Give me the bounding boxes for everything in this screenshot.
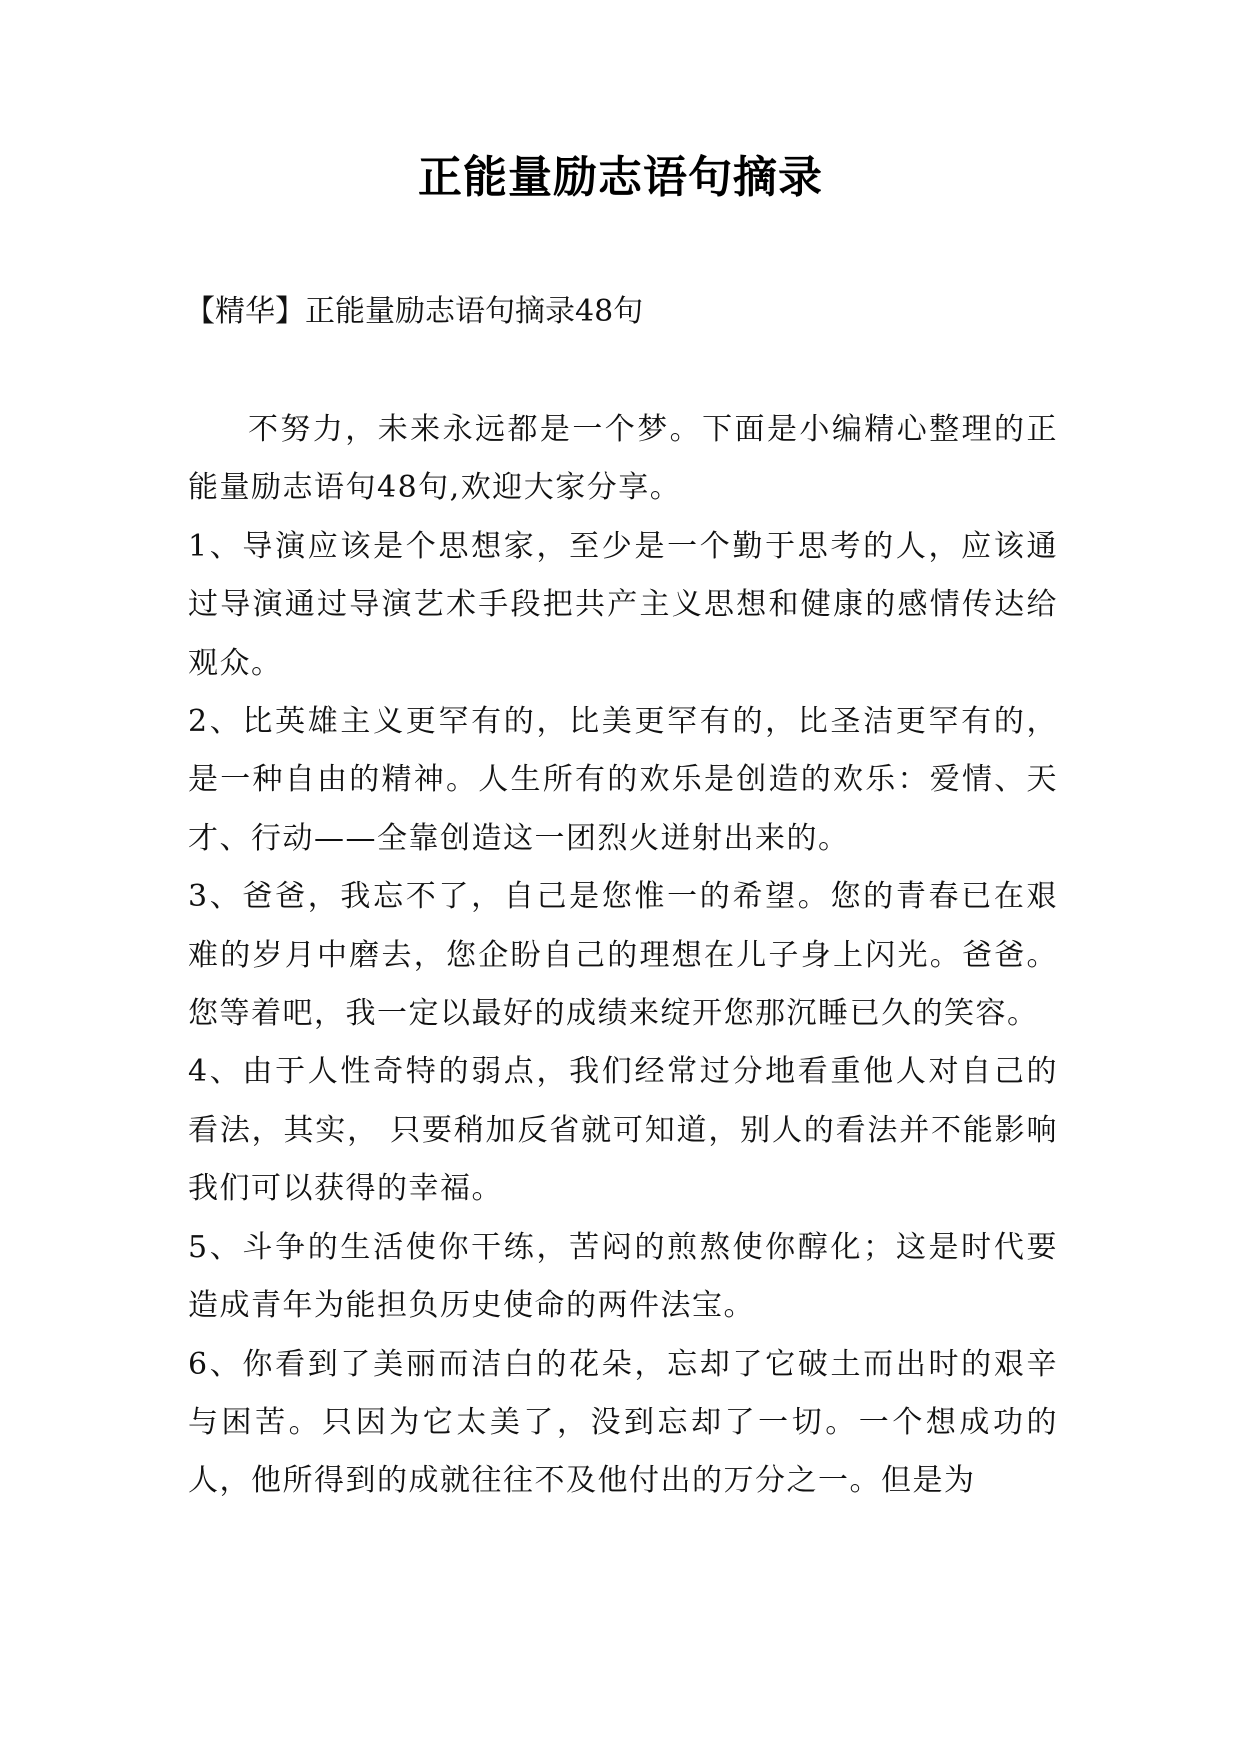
document-title: 正能量励志语句摘录 [418,152,823,203]
document-subtitle: 【精华】正能量励志语句摘录48句 [185,294,644,329]
quote-paragraph-2: 2、比英雄主义更罕有的，比美更罕有的，比圣洁更罕有的，是一种自由的精神。人生所有的欢乐是创造的欢乐：爱情、天才、行动——全靠创造这一团烈火迸射出来的。 [188,704,1058,856]
intro-paragraph: 不努力，未来永远都是一个梦。下面是小编精心整理的正能量励志语句48句,欢迎大家分享。 [188,412,1058,506]
quote-paragraph-5: 5、斗争的生活使你干练，苦闷的煎熬使你醇化；这是时代要造成青年为能担负历史使命的两件法宝。 [188,1229,1058,1324]
quote-paragraph-3: 3、爸爸，我忘不了，自己是您惟一的希望。您的青春已在艰难的岁月中磨去，您企盼自己的理想在儿子身上闪光。爸爸。您等着吧，我一定以最好的成绩来绽开您那沉睡已久的笑容。 [188,879,1058,1032]
document-body [188,401,1058,1511]
quote-paragraph-6: 6、你看到了美丽而洁白的花朵，忘却了它破土而出时的艰辛与困苦。只因为它太美了，没到忘却了一切。一个想成功的人，他所得到的成就往往不及他付出的万分之一。但是为 [188,1346,1058,1499]
quote-paragraph-1: 1、导演应该是个思想家，至少是一个勤于思考的人，应该通过导演通过导演艺术手段把共产主义思想和健康的感情传达给观众。 [188,528,1058,681]
quote-paragraph-4: 4、由于人性奇特的弱点，我们经常过分地看重他人对自己的看法，其实， 只要稍加反省就可知道，别人的看法并不能影响我们可以获得的幸福。 [188,1054,1058,1207]
